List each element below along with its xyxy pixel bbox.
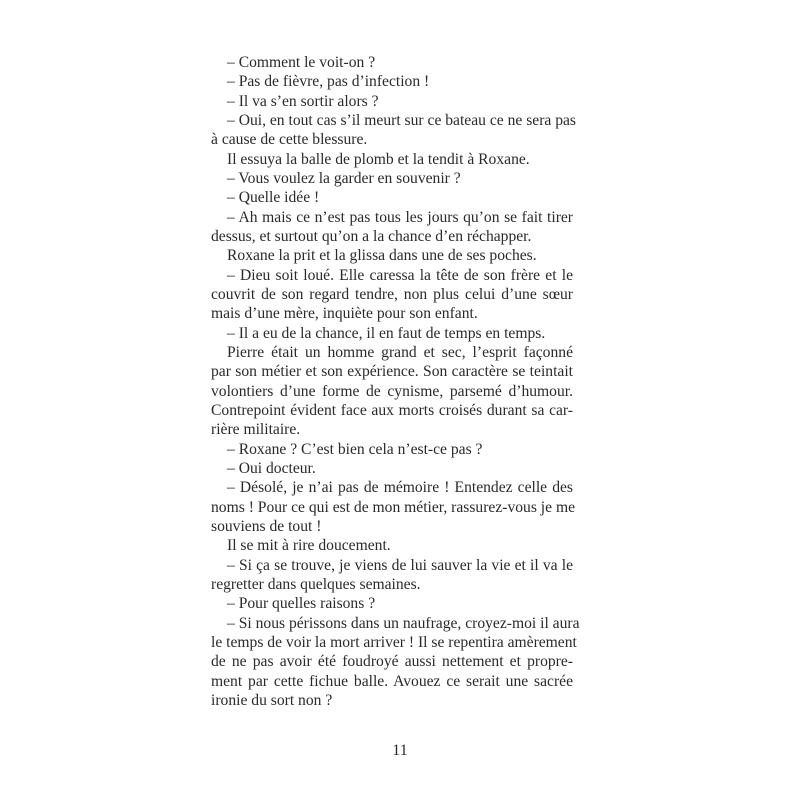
text-line: – Oui, en tout cas s’il meurt sur ce bateau ce ne sera pas: [227, 111, 576, 129]
text-line: Il essuya la balle de plomb et la tendit à Roxane.: [227, 150, 530, 168]
text-line: – Comment le voit-on ?: [227, 54, 376, 71]
text-line: Pierre était un homme grand et sec, l’esprit façonné: [227, 343, 573, 361]
text-line: par son métier et son expérience. Son caractère se teintait: [211, 363, 573, 381]
text-line: dessus, et surtout qu’on a la chance d’en réchapper.: [211, 227, 532, 245]
text-line: – Il va s’en sortir alors ?: [227, 92, 379, 110]
text-line: volontiers d’une forme de cynisme, parsemé d’humour.: [211, 382, 573, 400]
text-line: mais d’une mère, inquiète pour son enfant.: [211, 305, 478, 323]
text-line: – Dieu soit loué. Elle caressa la tête de son frère et le: [227, 266, 573, 284]
text-line: – Oui docteur.: [227, 459, 316, 477]
text-line: Il se mit à rire doucement.: [227, 537, 391, 555]
text-line: noms ! Pour ce qui est de mon métier, rassurez-vous je me: [211, 498, 576, 516]
text-line: – Ah mais ce n’est pas tous les jours qu’on se fait tirer: [227, 208, 573, 226]
text-line: regretter dans quelques semaines.: [211, 575, 421, 593]
text-line: Roxane la prit et la glissa dans une de ses poches.: [227, 247, 537, 265]
text-line: – Désolé, je n’ai pas de mémoire ! Entendez celle des: [227, 479, 573, 497]
text-line: de ne pas avoir été foudroyé aussi nettement et propre-: [211, 653, 573, 671]
text-line: – Pas de fièvre, pas d’infection !: [227, 73, 430, 91]
text-line: souviens de tout !: [211, 517, 322, 535]
text-line: le temps de voir la mort arriver ! Il se repentira amèrement: [211, 633, 577, 651]
text-line: Contrepoint évident face aux morts croisés durant sa car-: [211, 401, 573, 419]
body-text: [211, 53, 580, 710]
text-line: ment par cette fichue balle. Avouez ce serait une sacrée: [211, 672, 573, 690]
text-line: – Pour quelles raisons ?: [227, 595, 376, 613]
text-line: – Il a eu de la chance, il en faut de temps en temps.: [227, 324, 546, 342]
text-line: – Si ça se trouve, je viens de lui sauver la vie et il va le: [227, 556, 573, 574]
text-line: ironie du sort non ?: [211, 691, 333, 709]
text-line: – Vous voulez la garder en souvenir ?: [227, 169, 461, 187]
text-line: rière militaire.: [211, 421, 301, 439]
text-line: – Si nous périssons dans un naufrage, croyez-moi il aura: [227, 614, 580, 632]
text-line: à cause de cette blessure.: [211, 131, 368, 149]
text-line: – Roxane ? C’est bien cela n’est-ce pas ?: [227, 440, 483, 458]
page-number: 11: [392, 742, 408, 759]
text-line: – Quelle idée !: [227, 189, 320, 207]
text-line: couvrit de son regard tendre, non plus celui d’une sœur: [211, 285, 573, 303]
